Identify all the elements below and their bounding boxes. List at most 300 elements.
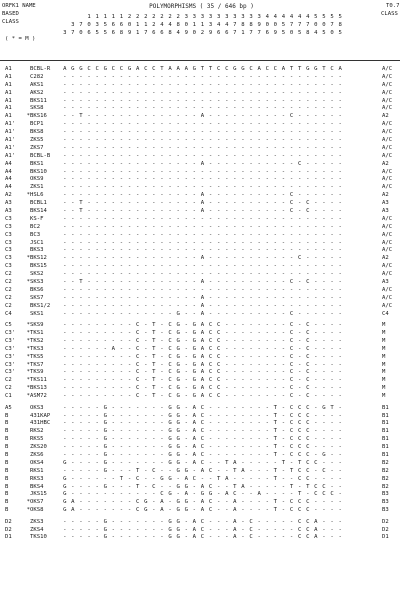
sequence-cell: -	[71, 353, 75, 360]
sequence-cell: C	[200, 451, 205, 458]
sequence-cell: C	[322, 467, 326, 474]
sequence-cell: -	[322, 286, 326, 293]
sequence-cell: -	[119, 73, 124, 80]
sequence-cell: -	[144, 526, 148, 533]
sequence-cell: -	[208, 81, 213, 88]
sequence-cell: -	[338, 294, 342, 301]
position-label: 3 9 7	[257, 14, 261, 36]
sequence-cell: -	[281, 239, 286, 246]
row-class: A4	[5, 176, 12, 183]
sequence-cell: T	[225, 459, 229, 466]
sequence-cell: -	[216, 526, 221, 533]
sequence-cell: -	[273, 263, 278, 270]
sequence-cell: -	[160, 121, 164, 128]
sequence-cell: C	[168, 337, 172, 344]
sequence-cell: C	[289, 337, 294, 344]
sequence-cell: -	[71, 231, 75, 238]
sequence-cell: -	[184, 200, 188, 207]
sequence-cell: -	[79, 81, 83, 88]
sequence-cell: -	[273, 168, 278, 175]
sequence-cell: -	[216, 121, 221, 128]
position-label: 1 0 6	[87, 14, 91, 36]
sequence-cell: -	[289, 475, 294, 482]
sequence-cell: A	[200, 369, 205, 376]
sequence-cell: C	[306, 393, 310, 400]
sequence-cell: C	[297, 160, 302, 167]
sequence-cell: G	[176, 518, 180, 525]
sequence-cell: -	[160, 255, 164, 262]
sequence-cell: G	[168, 534, 172, 541]
sequence-cell: -	[330, 369, 334, 376]
sequence-cell: -	[281, 192, 286, 199]
sequence-cell: -	[152, 436, 156, 443]
position-label: 2 2 6	[152, 14, 156, 36]
sequence-cell: -	[135, 208, 140, 215]
sequence-cell: -	[95, 337, 99, 344]
sequence-cell: -	[273, 518, 278, 525]
sequence-cell: -	[184, 420, 188, 427]
sequence-cell: -	[233, 113, 237, 120]
sequence-cell: -	[330, 436, 334, 443]
sequence-cell: -	[289, 255, 294, 262]
sequence-cell: -	[281, 97, 286, 104]
sequence-cell: -	[233, 105, 237, 112]
table-row	[0, 311, 403, 323]
sequence-cell: -	[144, 247, 148, 254]
sequence-cell: C	[168, 330, 172, 336]
sequence-cell: -	[233, 310, 237, 317]
sequence-cell: G	[233, 66, 237, 72]
sequence-cell: -	[111, 377, 116, 384]
sequence-cell: -	[233, 263, 237, 270]
sequence-cell: -	[119, 263, 124, 270]
sequence-cell: -	[135, 215, 140, 222]
sequence-cell: -	[306, 137, 310, 144]
sequence-cell: -	[306, 160, 310, 167]
sequence-cell: C	[216, 66, 221, 72]
sequence-cell: -	[71, 239, 75, 246]
sequence-cell: -	[330, 160, 334, 167]
page-title: POLYMORPHISMS ( 35 / 646 bp )	[149, 3, 254, 10]
sequence-cell: T	[273, 436, 278, 443]
sequence-cell: -	[338, 436, 342, 443]
sequence-cell: -	[281, 322, 286, 329]
sequence-cell: -	[71, 184, 75, 191]
sequence-cell: -	[249, 475, 253, 482]
row-marker: *	[26, 345, 30, 352]
sequence-cell: A	[168, 66, 172, 72]
sequence-cell: G	[314, 66, 318, 72]
sequence-cell: A	[200, 507, 205, 514]
sequence-cell: -	[249, 73, 253, 80]
sequence-cell: -	[281, 451, 286, 458]
sequence-cell: -	[176, 215, 180, 222]
sequence-cell: -	[111, 121, 116, 128]
sequence-cell: -	[103, 129, 107, 136]
row-t07-class: M	[382, 353, 386, 360]
sequence-cell: -	[257, 137, 261, 144]
position-label: 5 0 5	[322, 14, 326, 36]
sequence-cell: -	[144, 518, 148, 525]
sequence-cell: -	[281, 137, 286, 144]
sequence-cell: -	[192, 73, 197, 80]
sequence-cell: -	[225, 176, 229, 183]
sequence-cell: -	[184, 369, 188, 376]
sequence-cell: -	[306, 215, 310, 222]
sequence-cell: -	[71, 97, 75, 104]
sequence-cell: -	[249, 353, 253, 360]
sequence-cell: -	[168, 200, 172, 207]
sequence-cell: -	[168, 239, 172, 246]
sequence-cell: -	[111, 247, 116, 254]
sequence-cell: -	[216, 97, 221, 104]
sequence-cell: -	[184, 451, 188, 458]
sequence-cell: -	[233, 279, 237, 286]
header-left-key: ( * = M )	[5, 36, 36, 42]
sequence-cell: -	[176, 129, 180, 136]
sequence-cell: -	[216, 428, 221, 435]
sequence-cell: -	[103, 137, 107, 144]
row-class: C3	[5, 231, 12, 238]
sequence-cell: -	[103, 263, 107, 270]
row-class: C2	[5, 286, 12, 293]
row-name: BKS4	[30, 483, 44, 490]
sequence-cell: -	[289, 144, 294, 151]
row-name: ZKS20	[30, 444, 47, 451]
sequence-cell: -	[241, 475, 245, 482]
sequence-cell: -	[338, 113, 342, 120]
sequence-cell: -	[95, 184, 99, 191]
sequence-cell: -	[314, 467, 318, 474]
sequence-cell: -	[257, 393, 261, 400]
sequence-cell: -	[160, 105, 164, 112]
sequence-cell: -	[87, 215, 91, 222]
sequence-cell: -	[330, 294, 334, 301]
sequence-cell: -	[63, 97, 67, 104]
sequence-cell: -	[79, 192, 83, 199]
sequence-cell: G	[176, 345, 180, 352]
sequence-cell: -	[176, 279, 180, 286]
sequence-cell: -	[306, 247, 310, 254]
sequence-cell: -	[281, 215, 286, 222]
sequence-cell: G	[79, 66, 83, 72]
sequence-cell: G	[168, 404, 172, 411]
sequence-cell: -	[63, 337, 67, 344]
sequence-cell: -	[71, 286, 75, 293]
sequence-cell: -	[233, 73, 237, 80]
row-name: SKS8	[30, 105, 44, 112]
sequence-cell: -	[289, 97, 294, 104]
table-row	[0, 105, 403, 113]
sequence-cell: C	[216, 322, 221, 329]
sequence-cell: -	[63, 73, 67, 80]
sequence-cell: -	[306, 97, 310, 104]
sequence-cell: -	[273, 215, 278, 222]
sequence-cell: -	[144, 81, 148, 88]
sequence-cell: -	[168, 137, 172, 144]
sequence-cell: G	[63, 483, 67, 490]
sequence-cell: C	[208, 483, 213, 490]
row-t07-class: B2	[382, 467, 389, 474]
sequence-cell: -	[127, 534, 132, 541]
table-row	[0, 295, 403, 303]
sequence-cell: -	[71, 294, 75, 301]
row-class: C2	[5, 271, 12, 278]
sequence-cell: -	[314, 137, 318, 144]
sequence-cell: -	[257, 345, 261, 352]
sequence-cell: -	[87, 467, 91, 474]
sequence-cell: -	[63, 263, 67, 270]
row-class: C3	[5, 263, 12, 270]
sequence-cell: -	[273, 121, 278, 128]
sequence-cell: -	[192, 499, 197, 506]
sequence-cell: -	[95, 491, 99, 498]
sequence-cell: -	[87, 239, 91, 246]
sequence-cell: C	[192, 475, 197, 482]
sequence-cell: A	[200, 393, 205, 400]
sequence-cell: -	[216, 491, 221, 498]
sequence-cell: -	[200, 271, 205, 278]
sequence-cell: -	[144, 302, 148, 309]
sequence-cell: -	[152, 97, 156, 104]
sequence-cell: C	[200, 444, 205, 451]
sequence-cell: -	[314, 322, 318, 329]
sequence-cell: -	[281, 444, 286, 451]
sequence-cell: -	[330, 420, 334, 427]
sequence-cell: T	[273, 499, 278, 506]
sequence-cell: C	[306, 507, 310, 514]
row-marker: *	[26, 337, 30, 344]
sequence-cell: -	[79, 215, 83, 222]
sequence-cell: -	[176, 121, 180, 128]
sequence-cell: -	[241, 330, 245, 336]
sequence-cell: -	[192, 184, 197, 191]
sequence-cell: -	[119, 208, 124, 215]
sequence-cell: -	[338, 534, 342, 541]
sequence-cell: C	[208, 393, 213, 400]
sequence-cell: -	[265, 271, 269, 278]
sequence-cell: -	[160, 129, 164, 136]
sequence-cell: A	[71, 507, 75, 514]
sequence-cell: -	[119, 534, 124, 541]
sequence-cell: -	[160, 279, 164, 286]
sequence-cell: -	[273, 322, 278, 329]
sequence-cell: -	[208, 73, 213, 80]
sequence-cell: -	[297, 144, 302, 151]
table-row	[0, 405, 403, 413]
sequence-cell: -	[63, 113, 67, 120]
sequence-cell: -	[144, 223, 148, 230]
sequence-cell: -	[135, 451, 140, 458]
sequence-cell: -	[241, 361, 245, 368]
sequence-cell: -	[152, 263, 156, 270]
row-t07-class: A3	[382, 200, 389, 207]
sequence-cell: -	[257, 89, 261, 96]
sequence-cell: -	[184, 271, 188, 278]
sequence-cell: -	[330, 208, 334, 215]
sequence-cell: -	[63, 330, 67, 336]
sequence-cell: -	[127, 518, 132, 525]
sequence-cell: -	[192, 89, 197, 96]
sequence-cell: -	[281, 263, 286, 270]
sequence-cell: A	[192, 404, 197, 411]
sequence-cell: -	[152, 168, 156, 175]
table-row	[0, 216, 403, 224]
row-t07-class: M	[382, 377, 386, 384]
sequence-cell: -	[330, 223, 334, 230]
sequence-cell: -	[241, 263, 245, 270]
sequence-cell: -	[127, 377, 132, 384]
sequence-cell: -	[208, 215, 213, 222]
sequence-cell: -	[111, 302, 116, 309]
sequence-cell: -	[176, 239, 180, 246]
row-t07-class: A/C	[382, 263, 393, 270]
row-class: D2	[5, 518, 12, 525]
sequence-cell: -	[306, 105, 310, 112]
sequence-cell: -	[265, 279, 269, 286]
sequence-cell: -	[208, 160, 213, 167]
sequence-cell: C	[216, 393, 221, 400]
sequence-cell: -	[71, 467, 75, 474]
sequence-cell: -	[111, 412, 116, 419]
sequence-cell: -	[111, 444, 116, 451]
row-t07-class: A/C	[382, 239, 393, 246]
sequence-cell: G	[168, 475, 172, 482]
sequence-cell: C	[135, 377, 140, 384]
sequence-cell: -	[330, 444, 334, 451]
sequence-cell: A	[200, 279, 205, 286]
sequence-cell: C	[306, 444, 310, 451]
sequence-cell: -	[87, 322, 91, 329]
row-class: A1'	[5, 137, 16, 144]
sequence-cell: -	[95, 330, 99, 336]
row-name: SKS3	[30, 279, 44, 286]
sequence-cell: -	[233, 369, 237, 376]
sequence-cell: -	[87, 208, 91, 215]
table-row	[0, 452, 403, 460]
sequence-cell: -	[273, 192, 278, 199]
sequence-cell: -	[330, 475, 334, 482]
sequence-cell: -	[322, 310, 326, 317]
sequence-cell: -	[127, 353, 132, 360]
sequence-cell: -	[144, 271, 148, 278]
sequence-cell: -	[127, 200, 132, 207]
sequence-cell: -	[322, 345, 326, 352]
row-class: A1'	[5, 129, 16, 136]
row-class: B	[5, 467, 9, 474]
sequence-cell: -	[249, 215, 253, 222]
sequence-cell: -	[257, 385, 261, 392]
sequence-cell: -	[103, 152, 107, 159]
sequence-cell: -	[208, 302, 213, 309]
position-label: 3	[63, 29, 67, 36]
table-row	[0, 176, 403, 184]
sequence-cell: -	[257, 428, 261, 435]
sequence-cell: -	[103, 176, 107, 183]
sequence-cell: -	[322, 412, 326, 419]
row-t07-class: B1	[382, 428, 389, 435]
row-class: A3	[5, 208, 12, 215]
sequence-cell: -	[95, 428, 99, 435]
sequence-cell: G	[176, 467, 180, 474]
sequence-cell: -	[152, 81, 156, 88]
sequence-cell: -	[127, 428, 132, 435]
sequence-cell: T	[119, 475, 124, 482]
sequence-cell: -	[176, 97, 180, 104]
sequence-cell: -	[233, 215, 237, 222]
sequence-cell: -	[281, 310, 286, 317]
sequence-cell: -	[79, 369, 83, 376]
table-row	[0, 200, 403, 208]
sequence-cell: -	[79, 263, 83, 270]
sequence-cell: -	[281, 255, 286, 262]
sequence-cell: C	[306, 377, 310, 384]
sequence-cell: -	[176, 302, 180, 309]
sequence-cell: C	[306, 467, 310, 474]
sequence-cell: -	[111, 97, 116, 104]
sequence-cell: -	[322, 263, 326, 270]
sequence-cell: -	[87, 286, 91, 293]
sequence-cell: -	[265, 310, 269, 317]
sequence-cell: G	[63, 475, 67, 482]
sequence-cell: -	[257, 113, 261, 120]
sequence-cell: -	[111, 420, 116, 427]
sequence-cell: -	[330, 526, 334, 533]
sequence-cell: -	[208, 436, 213, 443]
sequence-cell: -	[338, 192, 342, 199]
sequence-cell: -	[306, 184, 310, 191]
sequence-cell: -	[87, 137, 91, 144]
sequence-cell: -	[200, 81, 205, 88]
sequence-cell: -	[111, 475, 116, 482]
sequence-cell: -	[135, 412, 140, 419]
sequence-cell: -	[273, 279, 278, 286]
sequence-cell: -	[87, 507, 91, 514]
sequence-cell: -	[249, 271, 253, 278]
sequence-cell: -	[71, 428, 75, 435]
sequence-cell: -	[144, 467, 148, 474]
sequence-cell: -	[281, 385, 286, 392]
row-class: A4	[5, 160, 12, 167]
sequence-cell: -	[87, 526, 91, 533]
sequence-cell: -	[184, 255, 188, 262]
sequence-cell: -	[281, 491, 286, 498]
sequence-cell: -	[200, 215, 205, 222]
sequence-cell: -	[314, 168, 318, 175]
sequence-cell: -	[265, 361, 269, 368]
sequence-cell: G	[168, 444, 172, 451]
sequence-cell: -	[119, 105, 124, 112]
row-t07-class: B1	[382, 420, 389, 427]
sequence-cell: C	[168, 322, 172, 329]
sequence-cell: -	[297, 369, 302, 376]
sequence-cell: -	[297, 361, 302, 368]
sequence-cell: T	[152, 393, 156, 400]
sequence-cell: -	[192, 294, 197, 301]
sequence-cell: -	[330, 534, 334, 541]
sequence-cell: T	[152, 369, 156, 376]
sequence-cell: -	[184, 459, 188, 466]
sequence-cell: T	[273, 444, 278, 451]
sequence-cell: -	[184, 208, 188, 215]
sequence-cell: -	[192, 192, 197, 199]
sequence-cell: -	[152, 144, 156, 151]
sequence-cell: A	[200, 499, 205, 506]
sequence-cell: -	[225, 239, 229, 246]
sequence-cell: -	[103, 247, 107, 254]
sequence-cell: -	[225, 345, 229, 352]
sequence-cell: -	[338, 247, 342, 254]
